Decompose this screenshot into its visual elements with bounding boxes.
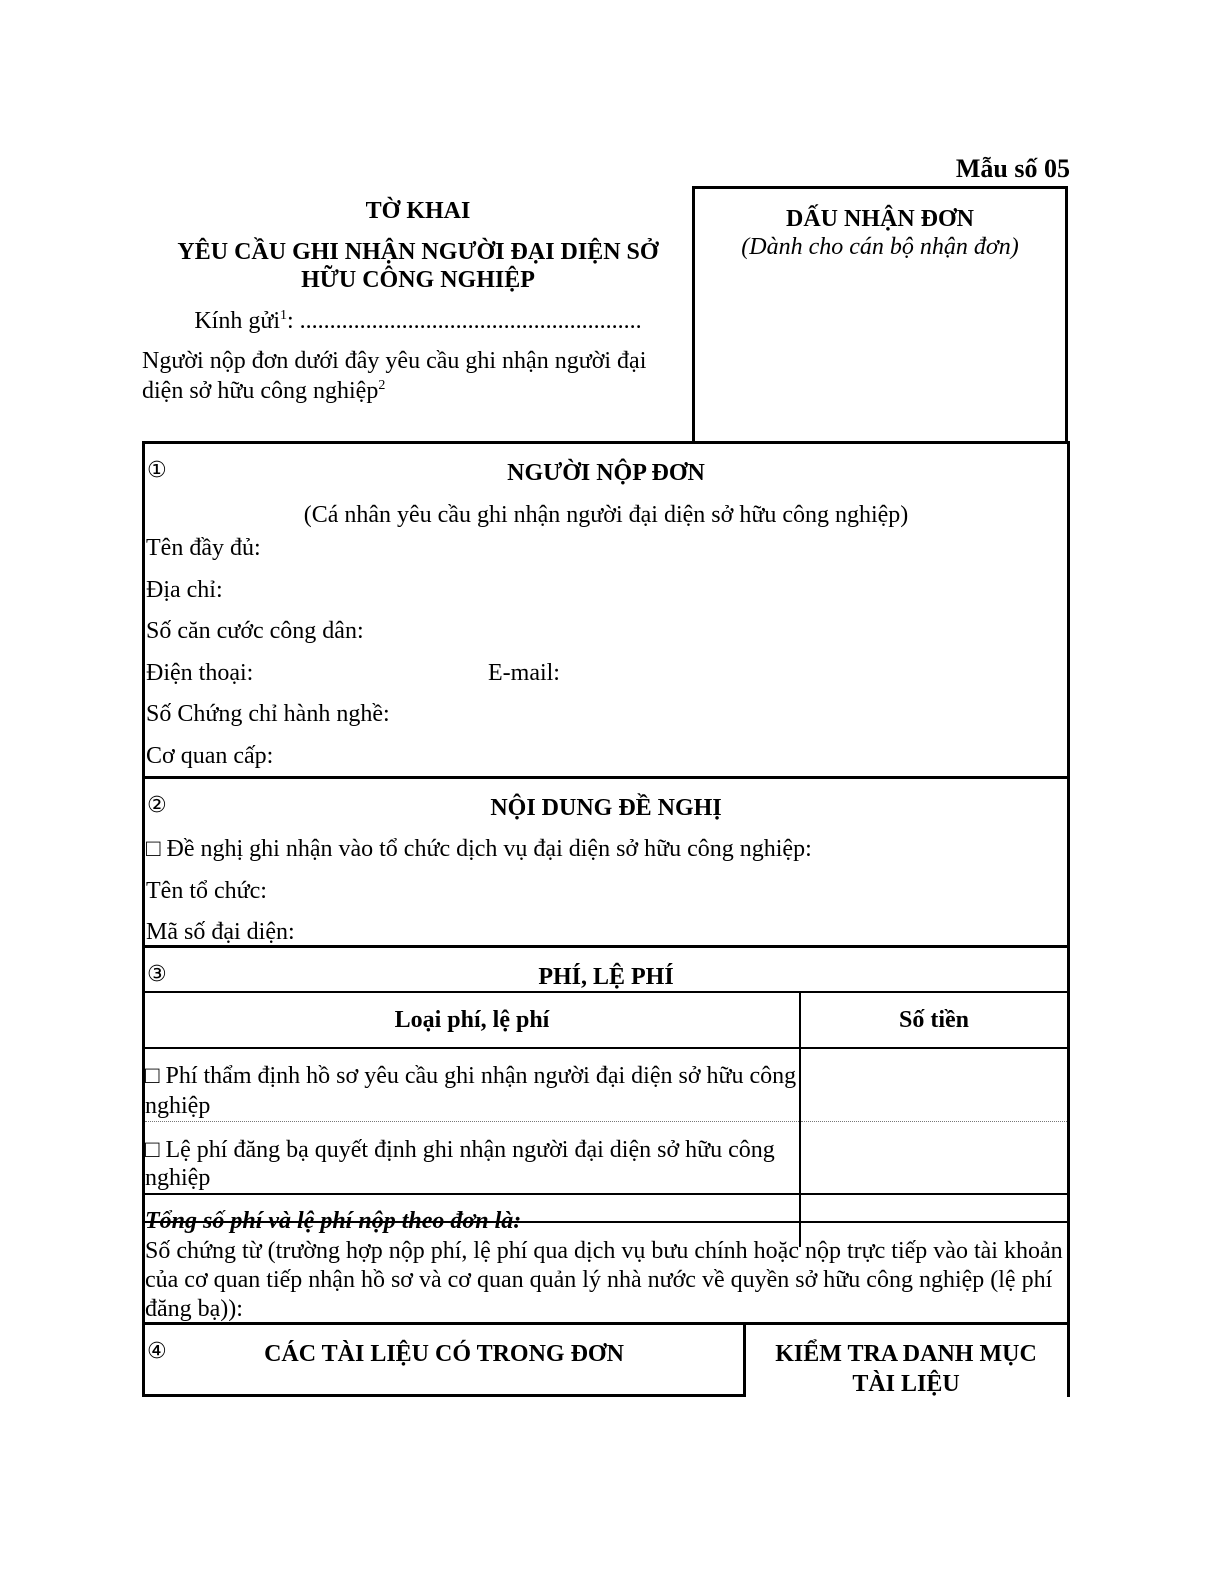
section-title: NỘI DUNG ĐỀ NGHỊ bbox=[490, 795, 722, 821]
receipt-number-field[interactable]: Số chứng từ (trường hợp nộp phí, lệ phí qua dịch vụ bưu chính hoặc nộp trực tiếp vào tài khoản của cơ quan tiếp nhận hồ sơ và cơ quan quản lý nhà nước về quyền sở hữu công nghiệp (lệ phí đăng bạ)): bbox=[145, 1221, 1067, 1324]
intro-body: Người nộp đơn dưới đây yêu cầu ghi nhận người đại diện sở hữu công nghiệp bbox=[142, 348, 647, 404]
receipt-stamp-box bbox=[692, 186, 1068, 442]
stamp-note: (Dành cho cán bộ nhận đơn) bbox=[741, 234, 1019, 260]
fee-amount-registration[interactable] bbox=[800, 1122, 1067, 1194]
certificate-field[interactable]: Số Chứng chỉ hành nghề: bbox=[146, 701, 390, 727]
contact-line bbox=[145, 653, 1067, 695]
fee-table bbox=[145, 991, 1067, 1247]
recipient-label: Kính gửi bbox=[194, 308, 280, 334]
footnote-1: 1 bbox=[280, 308, 287, 323]
address-field[interactable]: Địa chỉ: bbox=[146, 576, 223, 603]
request-option-checkbox[interactable]: □ Đề nghị ghi nhận vào tổ chức dịch vụ đại diện sở hữu công nghiệp: bbox=[146, 836, 812, 862]
table-row bbox=[145, 1122, 1067, 1194]
rep-code-field[interactable]: Mã số đại diện: bbox=[146, 919, 295, 945]
email-field[interactable]: E-mail: bbox=[488, 659, 560, 686]
recipient-line bbox=[142, 306, 694, 336]
col-header-amount: Số tiền bbox=[800, 992, 1067, 1048]
section-fees bbox=[142, 945, 1070, 1323]
fee-row-appraisal-checkbox[interactable]: □ Phí thẩm định hồ sơ yêu cầu ghi nhận người đại diện sở hữu công nghiệp bbox=[145, 1048, 800, 1122]
section-number: ① bbox=[147, 458, 167, 483]
org-name-field[interactable]: Tên tổ chức: bbox=[146, 877, 267, 904]
col-header-type: Loại phí, lệ phí bbox=[145, 992, 800, 1048]
phone-field[interactable]: Điện thoại: bbox=[146, 659, 254, 686]
recipient-dots: : ......................................................... bbox=[287, 308, 642, 334]
table-header-row bbox=[145, 992, 1067, 1048]
document-check-column bbox=[745, 1322, 1070, 1397]
intro-text bbox=[142, 346, 694, 406]
form-subtitle: YÊU CẦU GHI NHẬN NGƯỜI ĐẠI DIỆN SỞ HỮU CÔNG NGHIỆP bbox=[177, 239, 659, 293]
stamp-title: DẤU NHẬN ĐƠN bbox=[786, 206, 974, 232]
id-number-field[interactable]: Số căn cước công dân: bbox=[146, 618, 364, 644]
section-documents bbox=[142, 1322, 746, 1397]
section-title: NGƯỜI NỘP ĐƠN bbox=[507, 460, 705, 486]
footnote-2: 2 bbox=[378, 378, 386, 393]
section-title: CÁC TÀI LIỆU CÓ TRONG ĐƠN bbox=[264, 1341, 624, 1367]
form-title: TỜ KHAI bbox=[365, 198, 471, 224]
section-number: ④ bbox=[147, 1339, 167, 1364]
section-subtitle: (Cá nhân yêu cầu ghi nhận người đại diện sở hữu công nghiệp) bbox=[303, 502, 909, 528]
full-name-field[interactable]: Tên đầy đủ: bbox=[146, 535, 261, 561]
table-row bbox=[145, 1048, 1067, 1122]
form-number: Mẫu số 05 bbox=[955, 154, 1070, 183]
section-number: ② bbox=[147, 793, 167, 818]
document-check-title: KIỂM TRA DANH MỤC TÀI LIỆU bbox=[775, 1341, 1037, 1397]
issuer-field[interactable]: Cơ quan cấp: bbox=[146, 742, 274, 769]
section-title: PHÍ, LỆ PHÍ bbox=[538, 964, 674, 990]
fee-amount-appraisal[interactable] bbox=[800, 1048, 1067, 1122]
total-fee-label: Tổng số phí và lệ phí nộp theo đơn là: bbox=[145, 1194, 800, 1247]
section-request bbox=[142, 776, 1070, 946]
fee-row-registration-checkbox[interactable]: □ Lệ phí đăng bạ quyết định ghi nhận người đại diện sở hữu công nghiệp bbox=[145, 1137, 775, 1191]
section-applicant bbox=[142, 441, 1070, 777]
section-number: ③ bbox=[147, 962, 167, 987]
form-header bbox=[142, 196, 694, 406]
